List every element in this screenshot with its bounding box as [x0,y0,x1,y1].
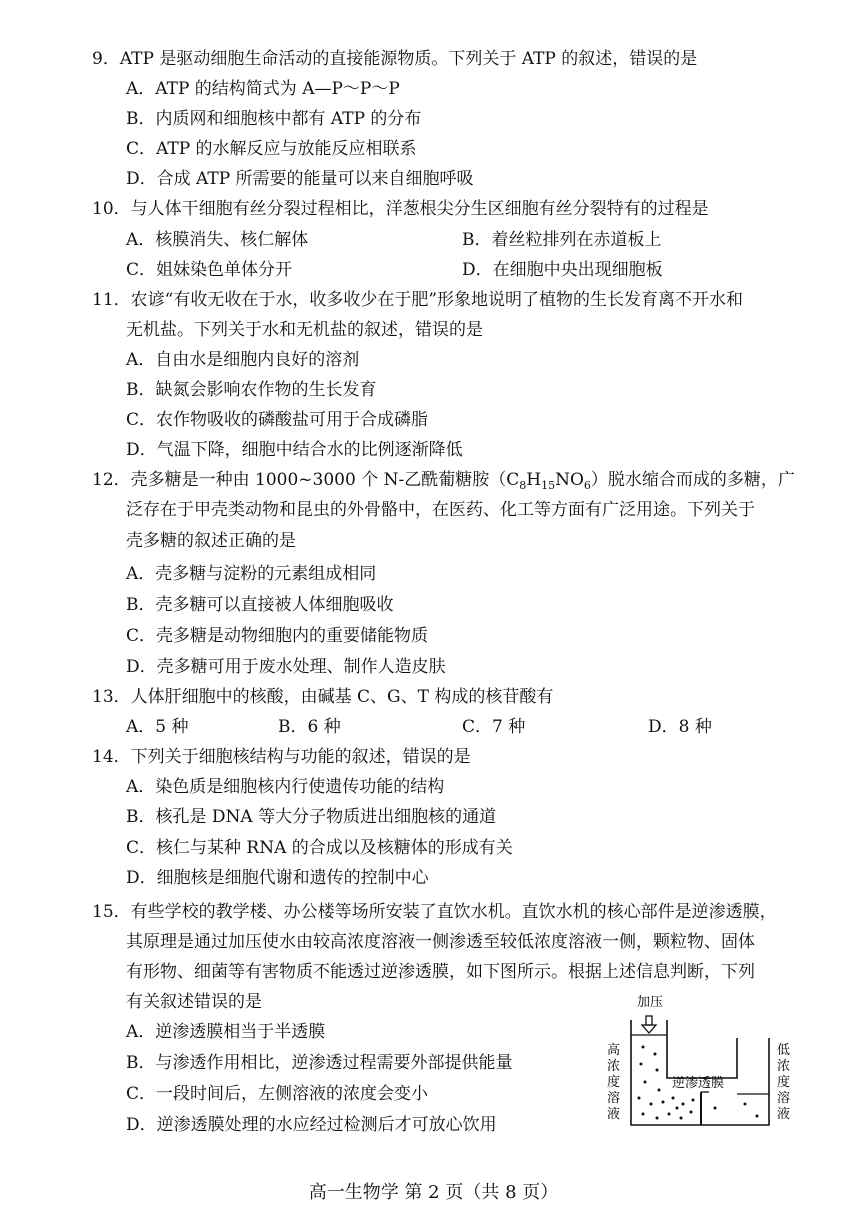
q14-option-d: D．细胞核是细胞代谢和遗传的控制中心 [126,868,429,888]
q12-formula: $C_8H_{15}NO_6$ [506,470,591,492]
left-solution-label [607,1042,620,1122]
svg-text:液: 液 [777,1107,791,1122]
q12-option-a: A．壳多糖与淀粉的元素组成相同 [126,564,377,584]
q12-option-d: D．壳多糖可用于废水处理、制作人造皮肤 [126,657,446,677]
q15-option-b: B．与渗透作用相比，逆渗透过程需要外部提供能量 [126,1053,513,1073]
q12-stem-line-1 [92,468,795,498]
svg-text:溶: 溶 [607,1091,621,1106]
svg-text:液: 液 [607,1107,621,1122]
q13-option-a: A．5 种 [126,717,189,737]
svg-text:溶: 溶 [777,1091,791,1106]
q9-stem: 9．ATP 是驱动细胞生命活动的直接能源物质。下列关于 ATP 的叙述，错误的是 [92,49,698,69]
svg-text:高: 高 [607,1043,621,1058]
svg-text:度: 度 [607,1075,621,1090]
q11-option-b: B．缺氮会影响农作物的生长发育 [126,380,377,400]
q11-stem-line-1: 11．农谚“有收无收在于水，收多收少在于肥”形象地说明了植物的生长发育离不开水和 [92,290,744,310]
q11-stem-line-2: 无机盐。下列关于水和无机盐的叙述，错误的是 [126,320,483,340]
q14-option-c: C．核仁与某种 RNA 的合成以及核糖体的形成有关 [126,838,513,858]
q9-option-a: A．ATP 的结构简式为 A—P～P～P [126,79,400,99]
q12-stem-line-3: 壳多糖的叙述正确的是 [126,531,296,551]
q11-option-d: D．气温下降，细胞中结合水的比例逐渐降低 [126,440,463,460]
svg-text:浓: 浓 [777,1059,791,1074]
q15-option-a: A．逆渗透膜相当于半透膜 [126,1022,326,1042]
q10-option-c: C．姐妹染色单体分开 [126,260,293,280]
q15-stem-line-1: 15．有些学校的教学楼、办公楼等场所安装了直饮水机。直饮水机的核心部件是逆渗透膜， [92,902,777,922]
q10-option-a: A．核膜消失、核仁解体 [126,230,309,250]
q13-option-c: C．7 种 [462,717,526,737]
q10-option-d: D．在细胞中央出现细胞板 [462,260,663,280]
q14-option-a: A．染色质是细胞核内行使遗传功能的结构 [126,777,445,797]
membrane-label: 逆渗透膜 [672,1076,725,1091]
pressure-arrow-icon [642,1016,656,1033]
q13-option-d: D．8 种 [648,717,712,737]
q12-stem-line-2: 泛存在于甲壳类动物和昆虫的外骨骼中，在医药、化工等方面有广泛用途。下列关于 [126,500,755,520]
q9-option-d: D．合成 ATP 所需要的能量可以来自细胞呼吸 [126,169,474,189]
right-solution-label [777,1043,790,1122]
q11-option-a: A．自由水是细胞内良好的溶剂 [126,350,360,370]
reverse-osmosis-diagram [597,992,803,1130]
q15-stem-line-3: 有形物、细菌等有害物质不能透过逆渗透膜，如下图所示。根据上述信息判断，下列 [126,962,755,982]
q15-stem-line-4: 有关叙述错误的是 [126,992,262,1012]
q12-option-b: B．壳多糖可以直接被人体细胞吸收 [126,595,394,615]
q15-option-c: C．一段时间后，左侧溶液的浓度会变小 [126,1084,429,1104]
q14-stem: 14．下列关于细胞核结构与功能的叙述，错误的是 [92,747,471,767]
q9-option-c: C．ATP 的水解反应与放能反应相联系 [126,139,417,159]
q15-option-d: D．逆渗透膜处理的水应经过检测后才可放心饮用 [126,1115,497,1135]
q14-option-b: B．核孔是 DNA 等大分子物质进出细胞核的通道 [126,807,497,827]
q9-option-b: B．内质网和细胞核中都有 ATP 的分布 [126,109,422,129]
svg-text:浓: 浓 [607,1059,621,1074]
q11-option-c: C．农作物吸收的磷酸盐可用于合成磷脂 [126,410,429,430]
q13-option-b: B．6 种 [278,717,341,737]
page-footer: 高一生物学 第 2 页（共 8 页） [308,1182,559,1203]
q12-stem-part-1: 12．壳多糖是一种由 1000~3000 个 N-乙酰葡糖胺（ [92,470,507,490]
q12-stem-part-2: ）脱水缩合而成的多糖，广 [590,470,795,490]
svg-text:度: 度 [777,1075,791,1090]
pressure-label: 加压 [637,995,664,1010]
q10-option-b: B．着丝粒排列在赤道板上 [462,230,662,250]
svg-text:低: 低 [777,1043,791,1058]
q15-stem-line-2: 其原理是通过加压使水由较高浓度溶液一侧渗透至较低浓度溶液一侧，颗粒物、固体 [126,932,755,952]
q10-stem: 10．与人体干细胞有丝分裂过程相比，洋葱根尖分生区细胞有丝分裂特有的过程是 [92,199,709,219]
q12-option-c: C．壳多糖是动物细胞内的重要储能物质 [126,626,429,646]
q13-stem: 13．人体肝细胞中的核酸，由碱基 C、G、T 构成的核苷酸有 [92,687,554,707]
